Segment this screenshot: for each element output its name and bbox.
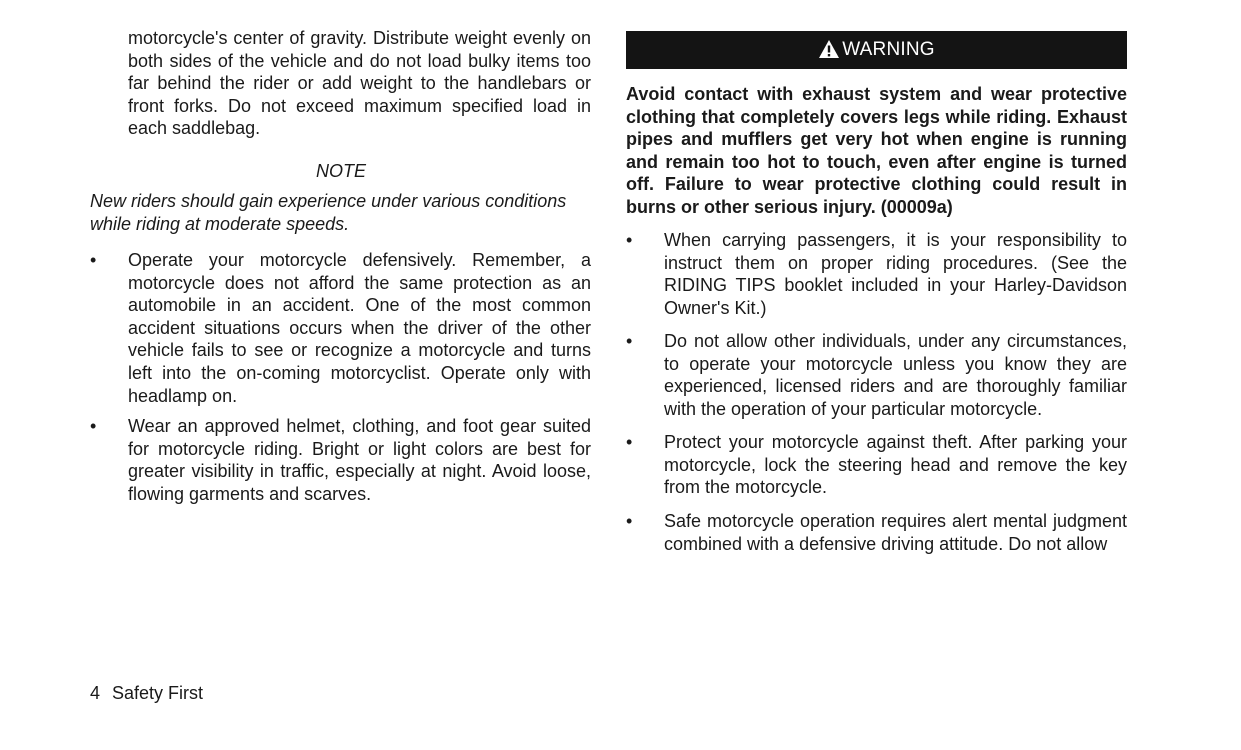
list-item bbox=[626, 229, 1127, 321]
bullet-text: Operate your motorcycle defensively. Remember, a motorcycle does not afford the same protection as an automobile in an accident. One of the most common accident situations occurs when the driver of the other vehicle fails to see or recognize a motorcycle and turns left into the on-coming motorcyclist. Operate only with headlamp on. bbox=[128, 250, 591, 406]
list-item bbox=[90, 249, 592, 409]
bullet-text: Do not allow other individuals, under any circumstances, to operate your motorcycle unless you know they are experienced, licensed riders and are thoroughly familiar with the operation of your particular motorcycle. bbox=[664, 331, 1127, 419]
page-footer bbox=[90, 682, 203, 704]
warning-banner bbox=[626, 31, 1127, 69]
bullet-icon: • bbox=[626, 432, 633, 452]
note-heading: NOTE bbox=[315, 161, 366, 181]
bullet-icon: • bbox=[626, 230, 633, 250]
bullet-text: Wear an approved helmet, clothing, and foot gear suited for motorcycle riding. Bright or light colors are best for greater visibility in traffic, especially at night. Avoid loose, flowing garments and scarves. bbox=[128, 416, 591, 504]
bullet-icon: • bbox=[626, 331, 633, 351]
note-body: New riders should gain experience under various conditions while riding at moderate speeds. bbox=[90, 191, 567, 234]
warning-text: Avoid contact with exhaust system and wear protective clothing that completely covers legs while riding. Exhaust pipes and mufflers get very hot when engine is running and remain too hot to touch, even after engine is turned off. Failure to wear protective clothing could result in burns or other serious injury. (00009a) bbox=[626, 84, 1127, 217]
bullet-text: Safe motorcycle operation requires alert mental judgment combined with a defensive driving attitude. Do not allow bbox=[664, 511, 1127, 554]
warning-label: WARNING bbox=[842, 39, 935, 60]
list-item bbox=[626, 431, 1127, 501]
warning-triangle-icon bbox=[818, 39, 840, 59]
list-item bbox=[626, 330, 1127, 422]
bullet-icon: • bbox=[626, 511, 633, 531]
bullet-icon: • bbox=[90, 416, 97, 436]
page-number: 4 bbox=[90, 683, 101, 703]
section-title: Safety First bbox=[112, 683, 204, 703]
list-item bbox=[90, 415, 592, 510]
bullet-icon: • bbox=[90, 250, 97, 270]
bullet-text: Protect your motorcycle against theft. After parking your motorcycle, lock the steering head and remove the key from the motorcycle. bbox=[664, 432, 1127, 498]
list-item bbox=[626, 510, 1127, 556]
intro-paragraph: motorcycle's center of gravity. Distribute weight evenly on both sides of the vehicle and do not load bulky items too far behind the rider or add weight to the handlebars or front forks. Do not exceed maximum specified load in each saddlebag. bbox=[128, 28, 591, 139]
bullet-text: When carrying passengers, it is your responsibility to instruct them on proper riding procedures. (See the RIDING TIPS booklet included in your Harley-Davidson Owner's Kit.) bbox=[664, 230, 1127, 318]
